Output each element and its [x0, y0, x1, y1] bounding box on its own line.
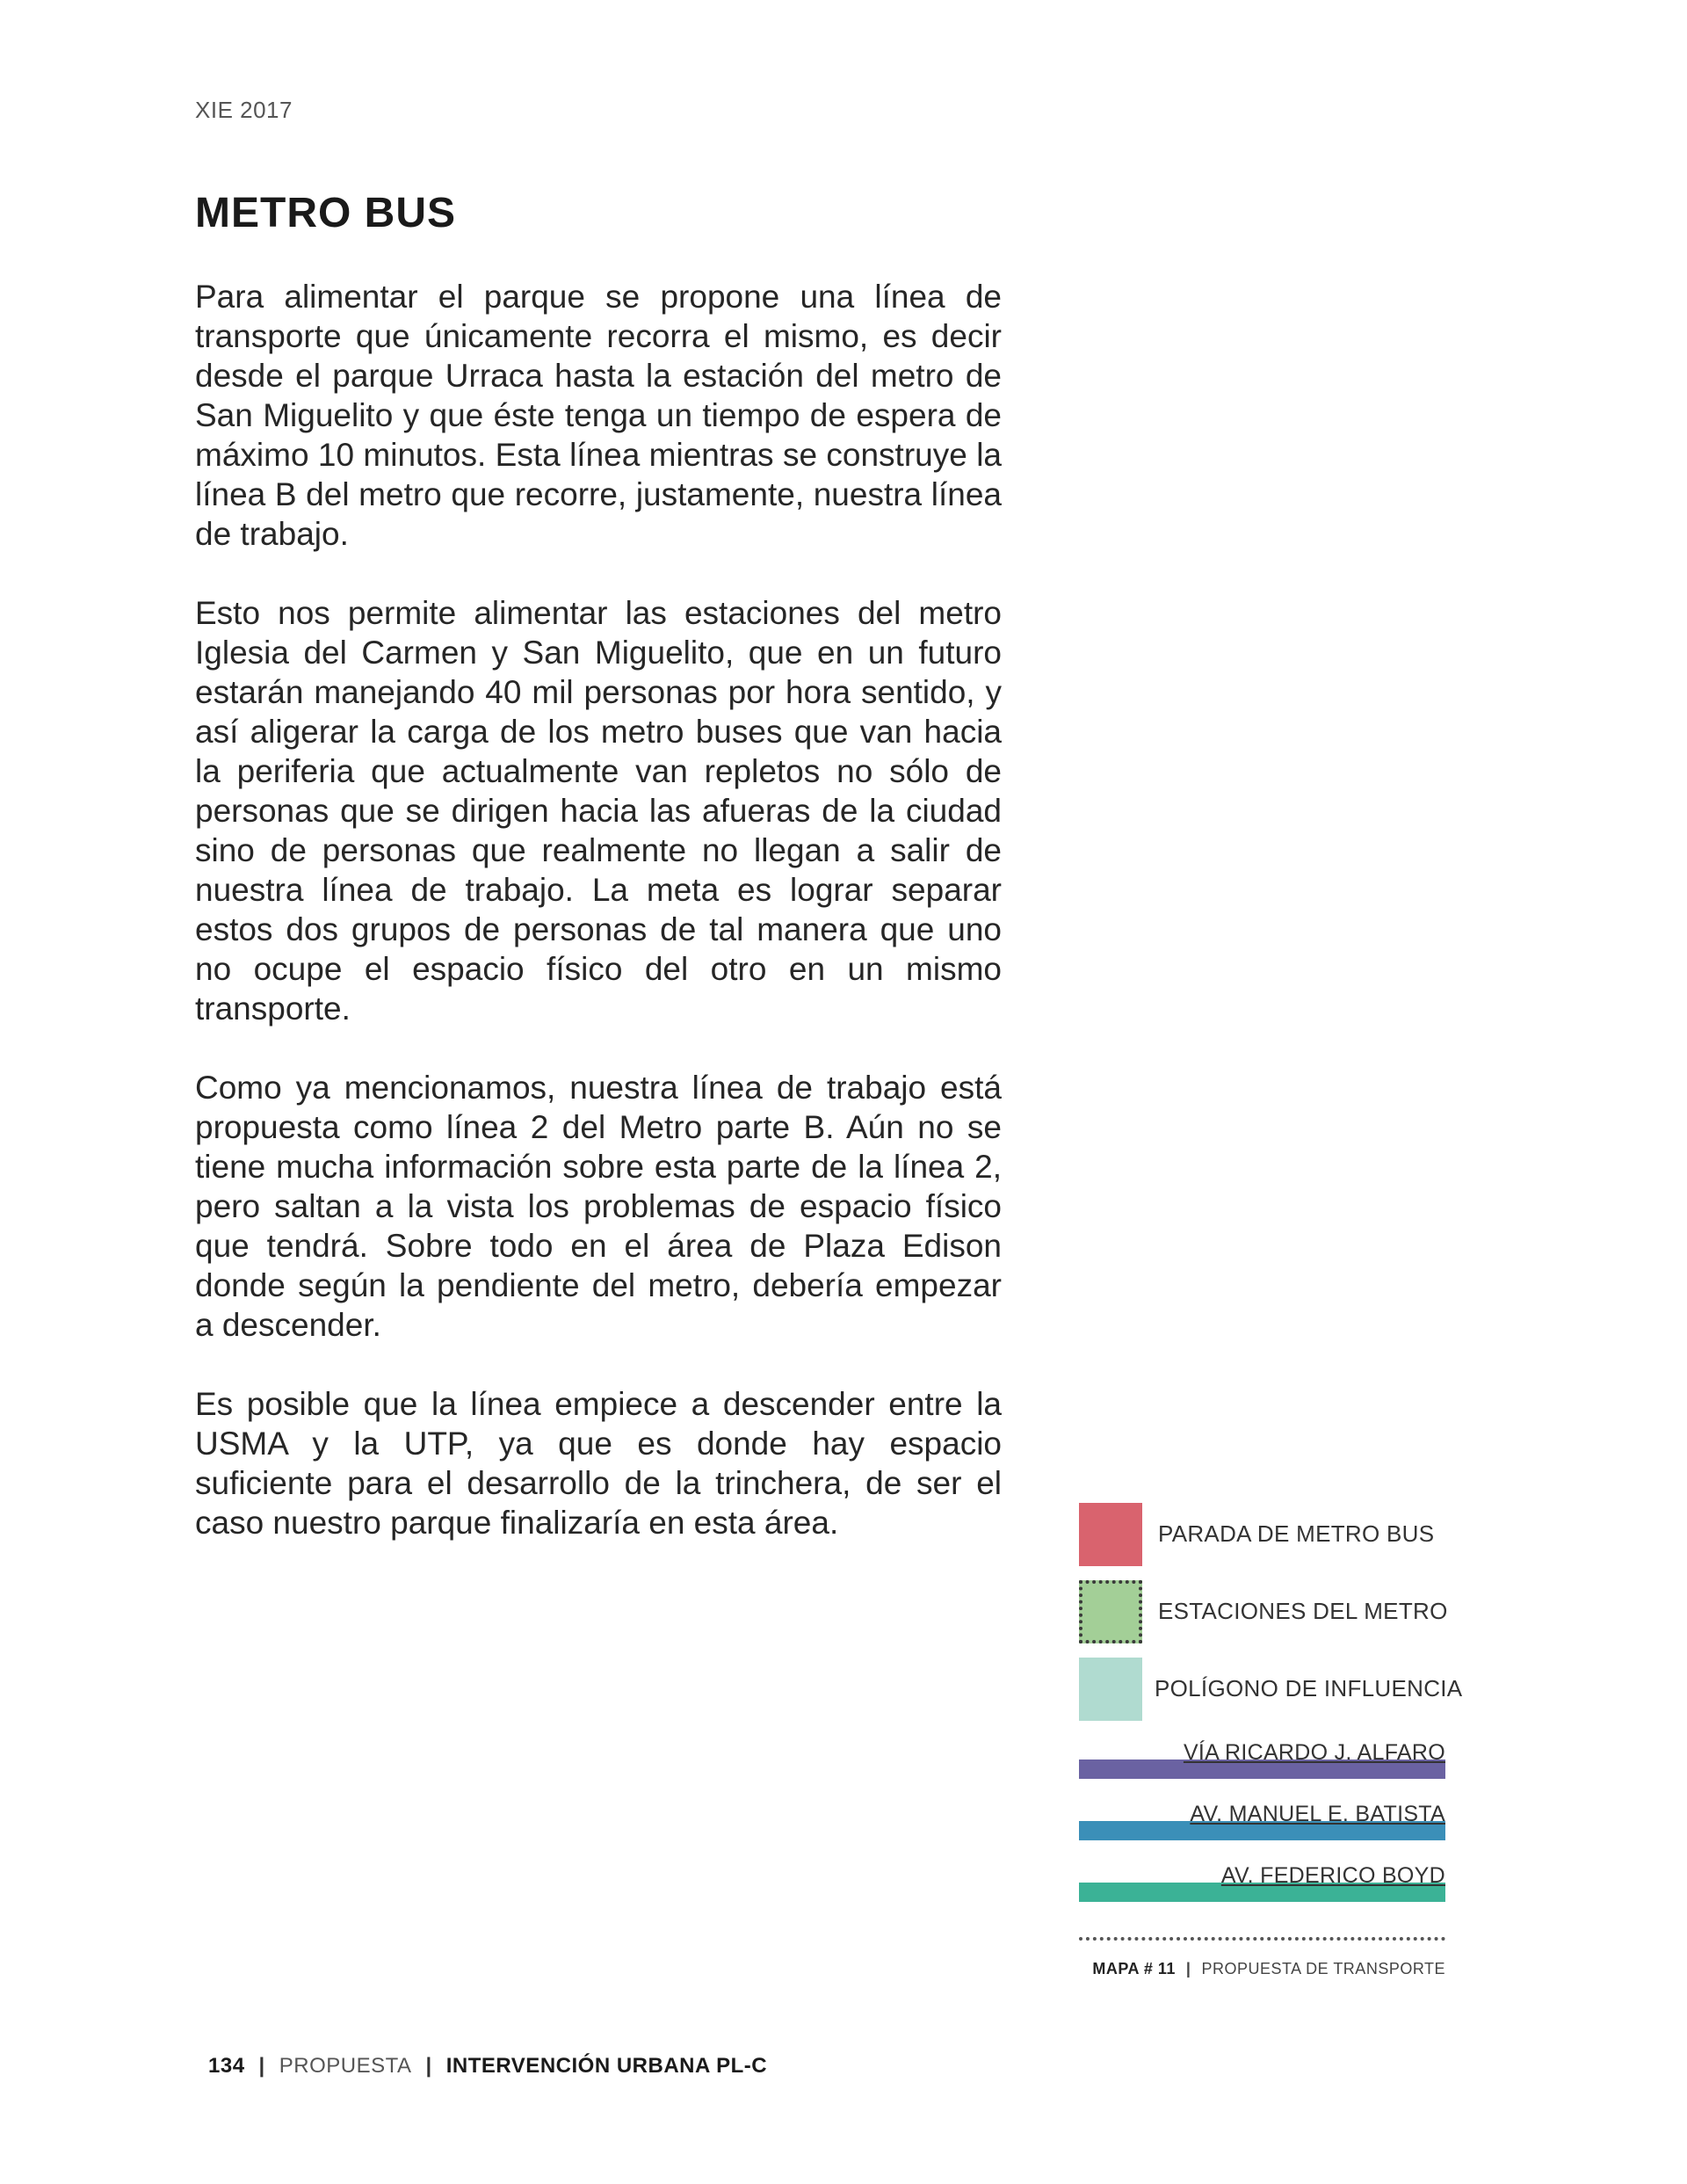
metro-station-swatch — [1079, 1580, 1142, 1643]
running-header: XIE 2017 — [195, 97, 293, 123]
legend-label: POLÍGONO DE INFLUENCIA — [1155, 1675, 1463, 1701]
legend-label: PARADA DE METRO BUS — [1158, 1520, 1435, 1547]
body-text — [195, 277, 1002, 1582]
caption-separator: | — [1185, 1960, 1191, 1977]
legend-item-via-ricardo-alfaro — [1079, 1740, 1445, 1779]
influence-polygon-swatch — [1079, 1658, 1142, 1721]
footer-title: INTERVENCIÓN URBANA PL-C — [445, 2054, 768, 2078]
metro-bus-stop-swatch — [1079, 1503, 1142, 1566]
legend-item-metro-bus-stop — [1079, 1503, 1445, 1566]
map-number: MAPA # 11 — [1092, 1960, 1176, 1977]
section-title: METRO BUS — [195, 190, 456, 236]
legend-item-av-federico-boyd — [1079, 1863, 1445, 1902]
map-title: PROPUESTA DE TRANSPORTE — [1201, 1960, 1445, 1977]
legend-item-metro-stations — [1079, 1580, 1448, 1643]
map-caption — [1092, 1960, 1445, 1978]
footer-section: PROPUESTA — [279, 2054, 412, 2078]
page-footer — [208, 2054, 767, 2079]
legend-item-av-manuel-batista — [1079, 1802, 1445, 1840]
footer-separator: | — [258, 2054, 265, 2078]
paragraph-4: Es posible que la línea empiece a descender entre la USMA y la UTP, ya que es donde hay espacio suficiente para el desarrollo de la trinchera, de ser el caso nuestro parque finalizaría en esta área. — [195, 1386, 1002, 1541]
page-number: 134 — [208, 2054, 245, 2078]
legend-label: AV. MANUEL E. BATISTA — [1190, 1802, 1445, 1826]
legend-divider — [1079, 1937, 1445, 1941]
paragraph-2: Esto nos permite alimentar las estaciones del metro Iglesia del Carmen y San Miguelito, que en un futuro estarán manejando 40 mil personas por hora sentido, y así aligerar la carga de los metro buses que van hacia la periferia que actualmente van repletos no sólo de personas que se dirigen hacia las afueras de la ciudad sino de personas que realmente no llegan a salir de nuestra línea de trabajo. La meta es lograr separar estos dos grupos de personas de tal manera que uno no ocupe el espacio físico del otro en un mismo transporte. — [195, 595, 1002, 1027]
paragraph-3: Como ya mencionamos, nuestra línea de trabajo está propuesta como línea 2 del Metro parte B. Aún no se tiene mucha información sobre esta parte de la línea 2, pero saltan a la vista los problemas de espacio físico que tendrá. Sobre todo en el área de Plaza Edison donde según la pendiente del metro, debería empezar a descender. — [195, 1070, 1002, 1343]
legend-label: ESTACIONES DEL METRO — [1158, 1598, 1448, 1624]
legend-label: AV. FEDERICO BOYD — [1220, 1863, 1445, 1888]
paragraph-1: Para alimentar el parque se propone una línea de transporte que únicamente recorra el mismo, es decir desde el parque Urraca hasta la estación del metro de San Miguelito y que éste tenga un tiempo de espera de máximo 10 minutos. Esta línea mientras se construye la línea B del metro que recorre, justamente, nuestra línea de trabajo. — [195, 279, 1002, 552]
legend-label: VÍA RICARDO J. ALFARO — [1183, 1740, 1445, 1765]
footer-separator: | — [425, 2054, 432, 2078]
legend-item-influence-polygon — [1079, 1658, 1463, 1721]
